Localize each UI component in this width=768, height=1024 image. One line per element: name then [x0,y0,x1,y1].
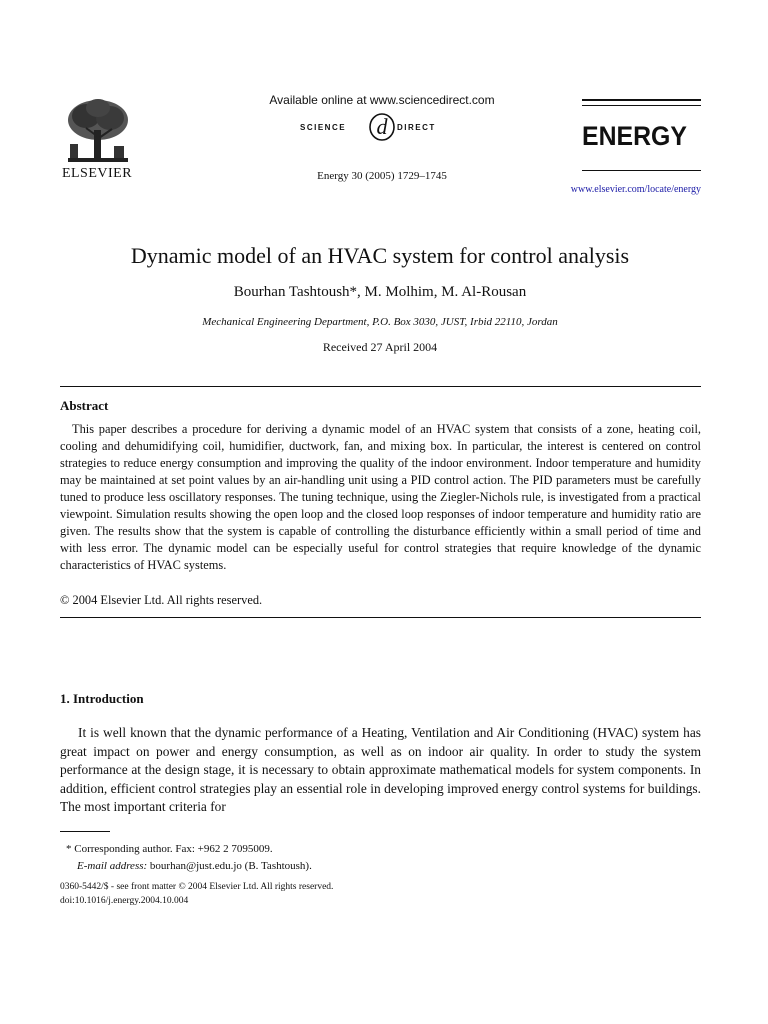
abstract-body [60,421,701,574]
journal-name: ENERGY [582,121,687,151]
email-footnote [77,860,312,872]
journal-citation: Energy 30 (2005) 1729–1745 [317,170,447,182]
corresponding-author-footnote: * Corresponding author. Fax: +962 2 7095009. [66,843,273,855]
abstract-heading: Abstract [60,398,109,413]
journal-rule [582,170,701,171]
sciencedirect-logo-left: SCIENCE [300,123,347,132]
journal-rule [582,105,701,106]
email-address[interactable]: bourhan@just.edu.jo (B. Tashtoush). [147,860,312,872]
publisher-name: ELSEVIER [61,166,133,181]
abstract-bottom-rule [60,617,701,618]
article-title: Dynamic model of an HVAC system for control analysis [130,243,630,268]
introduction-paragraph: It is well known that the dynamic performance of a Heating, Ventilation and Air Conditioning (HVAC) system has great impact on power and energy consumption, as well as on indoor air quality. In order to study the system performance at the design stage, it is necessary to obtain approximate mathematical models for system components. In addition, efficient control strategies play an essential role in developing improved energy control systems for buildings. The most important criteria for [60,725,701,815]
introduction-heading: 1. Introduction [60,691,144,706]
available-online-text[interactable]: Available online at www.sciencedirect.com [269,93,495,107]
article-authors: Bourhan Tashtoush*, M. Molhim, M. Al-Rousan [233,284,527,300]
doi-line[interactable]: doi:10.1016/j.energy.2004.10.004 [60,896,189,906]
journal-url-link[interactable]: www.elsevier.com/locate/energy [570,184,701,195]
sciencedirect-d-icon [367,112,397,142]
journal-rule [582,99,701,101]
sciencedirect-logo-right: DIRECT [397,123,436,132]
copyright-line: © 2004 Elsevier Ltd. All rights reserved. [60,593,263,607]
svg-text:d: d [376,114,388,139]
abstract-paragraph: This paper describes a procedure for deriving a dynamic model of an HVAC system that consists of a zone, heating coil, cooling and dehumidifying coil, humidifier, ductwork, fan, and mixing box. In particular, the interest is centered on control strategies to reduce energy consumption and improving the quality of the indoor environment. Indoor temperature and humidity may be maintained at set point values by an air-handling unit using a PID control action. The PID parameters must be carefully tuned to produce less oscillatory responses. The tuning technique, using the Ziegler-Nichols rule, is investigated from a practical viewpoint. Simulation results showing the open loop and the closed loop responses of indoor temperature and humidity ratio are given. The results show that the system is capable of controlling the disturbance efficiently within a small period of time and with less error. The dynamic model can be especially useful for control strategies that require knowledge of the dynamic characteristics of HVAC systems. [60,422,701,572]
elsevier-tree-logo [58,96,136,170]
issn-line: 0360-5442/$ - see front matter © 2004 Elsevier Ltd. All rights reserved. [60,882,334,892]
abstract-top-rule [60,386,701,387]
introduction-body [60,724,701,817]
email-label: E-mail address: [77,860,148,872]
footnote-rule [60,831,110,832]
received-date: Received 27 April 2004 [322,340,438,354]
author-affiliation: Mechanical Engineering Department, P.O. Box 3030, JUST, Irbid 22110, Jordan [202,316,558,328]
